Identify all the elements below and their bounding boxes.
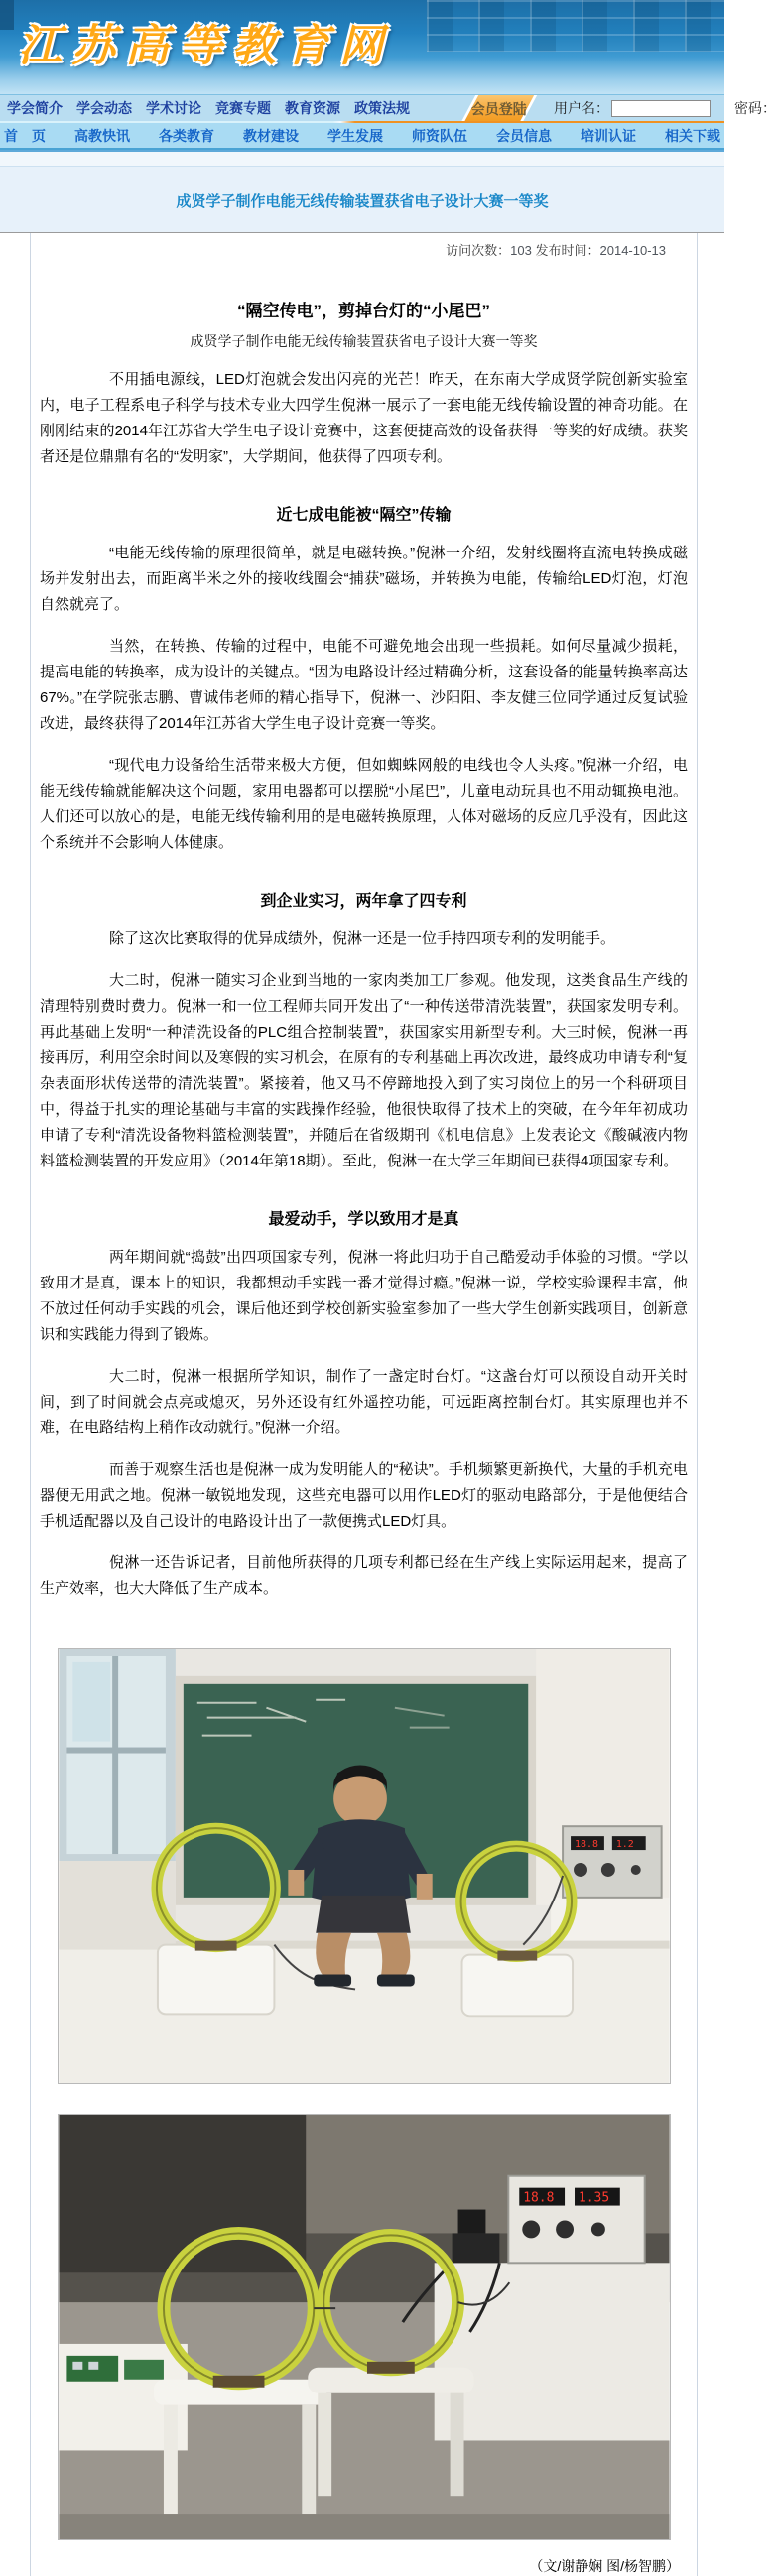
visits-count: 103 [510, 243, 532, 258]
article-headline: “隔空传电”，剪掉台灯的“小尾巴” [237, 302, 490, 320]
main-menu [0, 121, 724, 150]
article-body [40, 297, 688, 2576]
paragraph: 当然，在转换、传输的过程中，电能不可避免地会出现一些损耗。如何尽量减少损耗，提高电能的转换率，成为设计的关键点。“因为电路设计经过精确分析，这套设备的能量转换率高达67%。”在学院张志鹏、曹诚伟老师的精心指导下，倪淋一、沙阳阳、李友健三位同学通过反复试验改进，最终获得了2014年江苏省大学生电子设计竞赛一等奖。 [40, 638, 688, 732]
nav-item-about[interactable]: 学会简介 [7, 100, 63, 116]
paragraph: “现代电力设备给生活带来极大方便，但如蜘蛛网般的电线也令人头疼。”倪淋一介绍，电能无线传输就能解决这个问题，家用电器都可以摆脱“小尾巴”，儿童电动玩具也不用动辄换电池。人们还可以放心的是，电能无线传输利用的是电磁转换原理，人体对磁场的反应几乎没有，因此这个系统并不会影响人体健康。 [40, 757, 688, 851]
menu-item-education[interactable]: 各类教育 [159, 127, 214, 144]
page-title: 成贤学子制作电能无线传输装置获省电子设计大赛一等奖 [176, 193, 549, 210]
nav-item-news[interactable]: 学会动态 [76, 100, 132, 116]
section-heading: 到企业实习，两年拿了四专利 [260, 893, 467, 910]
title-panel [0, 150, 724, 233]
menu-item-faculty[interactable]: 师资队伍 [412, 127, 467, 144]
paragraph: “电能无线传输的原理很简单，就是电磁转换。”倪淋一介绍，发射线圈将直流电转换成磁场并发射出去，而距离半米之外的接收线圈会“捕获”磁场，并转换为电能，传输给LED灯泡，灯泡自然就亮了。 [40, 545, 688, 613]
section-heading: 近七成电能被“隔空”传输 [276, 507, 452, 524]
username-label: 用户名： [554, 100, 609, 116]
menu-item-home[interactable]: 首 页 [4, 127, 46, 144]
photo-student-with-coils [58, 1648, 671, 2084]
paragraph: 大二时，倪淋一根据所学知识，制作了一盏定时台灯。“这盏台灯可以预设自动开关时间，到了时间就会点亮或熄灭，另外还设有红外遥控功能，可远距离控制台灯。其实原理也并不难，在电路结构上稍作改动就行。”倪淋一介绍。 [40, 1368, 688, 1436]
photo-credit: （文/谢静娴 图/杨智鹏） [529, 2558, 680, 2574]
title-panel-rule [0, 152, 724, 167]
svg-text:18.8: 18.8 [574, 1839, 598, 1851]
menu-item-students[interactable]: 学生发展 [327, 127, 383, 144]
paragraph: 两年期间就“捣鼓”出四项国家专列，倪淋一将此归功于自己酷爱动手体验的习惯。“学以致用才是真，课本上的知识，我都想动手实践一番才觉得过瘾。”倪淋一说，学校实验课程丰富，他不放过任何动手实践的机会，课后他还到学校创新实验室参加了一些大学生创新实践项目，创新意识和实践能力得到了锻炼。 [40, 1249, 688, 1343]
paragraph: 大二时，倪淋一随实习企业到当地的一家肉类加工厂参观。他发现，这类食品生产线的清理特别费时费力。倪淋一和一位工程师共同开发出了“一种传送带清洗装置”，获国家发明专利。再此基础上发明“一种清洗设备的PLC组合控制装置”，获国家实用新型专利。大三时候，倪淋一再接再厉，利用空余时间以及寒假的实习机会，在原有的专利基础上再次改进，最终成功申请专利“复杂表面形状传送带的清洗装置”。紧接着，他又马不停蹄地投入到了实习岗位上的另一个科研项目中，得益于扎实的理论基础与丰富的实践操作经验，他很快取得了技术上的突破，在今年年初成功申请了专利“清洗设备物料篮检测装置”，并随后在省级期刊《机电信息》上发表论文《酸碱液内物料篮检测装置的开发应用》（2014年第18期）。至此，倪淋一在大学三年期间已获得4项国家专利。 [40, 972, 688, 1169]
publish-date-label: 发布时间： [535, 243, 600, 258]
paragraph: 倪淋一还告诉记者，目前他所获得的几项专利都已经在生产线上实际运用起来，提高了生产效率，也大大降低了生产成本。 [40, 1554, 688, 1597]
header-corner-decoration [0, 0, 14, 30]
publish-date: 2014-10-13 [599, 243, 666, 258]
nav-item-policies[interactable]: 政策法规 [354, 100, 410, 116]
visits-label: 访问次数： [446, 243, 511, 258]
article-subtitle: 成贤学子制作电能无线传输装置获省电子设计大赛一等奖 [190, 333, 538, 349]
menu-item-express[interactable]: 高教快讯 [74, 127, 130, 144]
password-label: 密码： [734, 100, 776, 116]
svg-text:1.2: 1.2 [615, 1839, 634, 1851]
top-navbar [0, 94, 776, 121]
username-input[interactable] [611, 100, 711, 117]
photo-coil-apparatus [58, 2114, 671, 2540]
site-logo: 江苏高等教育网 [18, 22, 393, 70]
member-login-label: 会员登陆 [471, 100, 527, 116]
nav-item-discussion[interactable]: 学术讨论 [146, 100, 201, 116]
nav-item-resources[interactable]: 教育资源 [285, 100, 340, 116]
article-meta [40, 233, 688, 259]
paragraph: 除了这次比赛取得的优异成绩外，倪淋一还是一位手持四项专利的发明能手。 [109, 930, 616, 947]
header-texture [427, 0, 724, 52]
nav-item-contest[interactable]: 竞赛专题 [215, 100, 271, 116]
menu-item-textbooks[interactable]: 教材建设 [243, 127, 299, 144]
member-login-button[interactable] [461, 95, 537, 122]
paragraph: 而善于观察生活也是倪淋一成为发明能人的“秘诀”。手机频繁更新换代，大量的手机充电器便无用武之地。倪淋一敏锐地发现，这些充电器可以用作LED灯的驱动电路部分，于是他便结合手机适配器以及自己设计的电路设计出了一款便携式LED灯具。 [40, 1461, 688, 1530]
svg-text:18.8: 18.8 [522, 2190, 554, 2206]
article-container [30, 233, 698, 2576]
window [59, 1649, 175, 1861]
paragraph: 不用插电源线，LED灯泡就会发出闪亮的光芒！昨天，在东南大学成贤学院创新实验室内，电子工程系电子科学与技术专业大四学生倪淋一展示了一套电能无线传输设置的神奇功能。在刚刚结束的2014年江苏省大学生电子设计竞赛中，这套便捷高效的设备获得一等奖的好成绩。获奖者还是位鼎鼎有名的“发明家”，大学期间，他获得了四项专利。 [40, 371, 688, 465]
menu-item-members[interactable]: 会员信息 [496, 127, 552, 144]
menu-item-training[interactable]: 培训认证 [581, 127, 636, 144]
site-header [0, 0, 724, 94]
menu-item-downloads[interactable]: 相关下载 [665, 127, 720, 144]
svg-text:1.35: 1.35 [578, 2190, 609, 2206]
section-heading: 最爱动手，学以致用才是真 [268, 1211, 459, 1228]
